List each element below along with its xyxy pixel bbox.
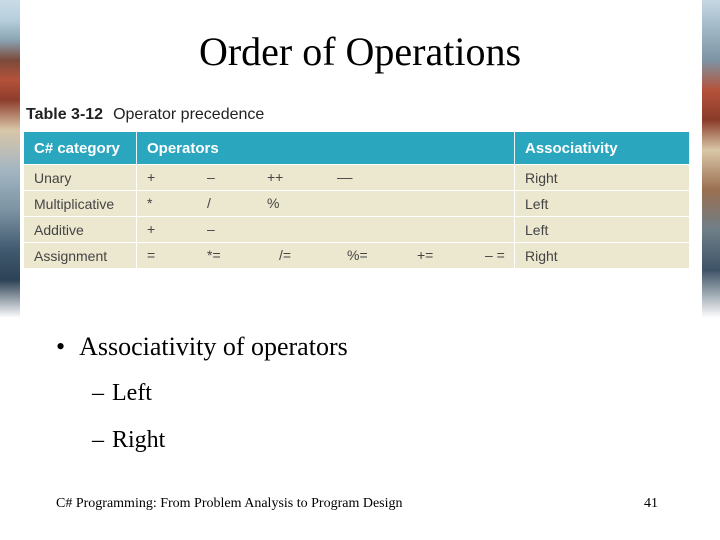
operator-precedence-table <box>24 132 690 268</box>
table-header-row <box>24 132 690 165</box>
row-category: Unary <box>24 165 137 191</box>
header-operators: Operators <box>137 132 515 165</box>
operator: += <box>417 247 434 263</box>
sub-bullet-text: Right <box>112 427 166 453</box>
header-associativity: Associativity <box>515 132 690 165</box>
operator: – <box>207 221 215 237</box>
operator: –– <box>337 169 353 185</box>
sub-bullet-right <box>92 427 165 454</box>
dash-icon: – <box>92 427 104 453</box>
row-associativity: Right <box>515 165 690 191</box>
row-category: Assignment <box>24 243 137 269</box>
sub-bullet-left <box>92 380 152 407</box>
row-operators <box>137 217 515 243</box>
operator: *= <box>207 247 221 263</box>
operator: %= <box>347 247 368 263</box>
table-row <box>24 243 690 269</box>
table-row <box>24 191 690 217</box>
dash-icon: – <box>92 380 104 406</box>
operator: /= <box>279 247 292 263</box>
operator: ++ <box>267 169 284 185</box>
operator: + <box>147 169 156 185</box>
row-associativity: Left <box>515 217 690 243</box>
header-category: C# category <box>24 132 137 165</box>
table-row <box>24 217 690 243</box>
row-operators <box>137 243 515 269</box>
slide-title: Order of Operations <box>198 29 522 74</box>
table-number: Table 3-12 <box>26 106 104 123</box>
row-operators <box>137 165 515 191</box>
row-associativity: Left <box>515 191 690 217</box>
operator: + <box>147 221 156 237</box>
background-photo-left-edge <box>0 0 20 540</box>
operator: * <box>147 195 153 211</box>
row-operators <box>137 191 515 217</box>
table-row <box>24 165 690 191</box>
bullet-text: Associativity of operators <box>79 332 348 361</box>
background-photo-right-edge <box>702 0 720 540</box>
operator: – <box>207 169 215 185</box>
table-caption <box>26 106 264 124</box>
row-category: Multiplicative <box>24 191 137 217</box>
bullet-associativity <box>56 332 348 362</box>
footer-text: C# Programming: From Problem Analysis to Program Design <box>56 496 403 511</box>
operator: % <box>267 195 280 211</box>
operator: = <box>147 247 156 263</box>
operator: – = <box>485 247 505 263</box>
bullet-dot-icon: • <box>56 332 66 361</box>
row-category: Additive <box>24 217 137 243</box>
operator: / <box>207 195 211 211</box>
row-associativity: Right <box>515 243 690 269</box>
sub-bullet-text: Left <box>112 380 152 406</box>
table-caption-text: Operator precedence <box>113 106 265 123</box>
page-number: 41 <box>644 496 658 511</box>
